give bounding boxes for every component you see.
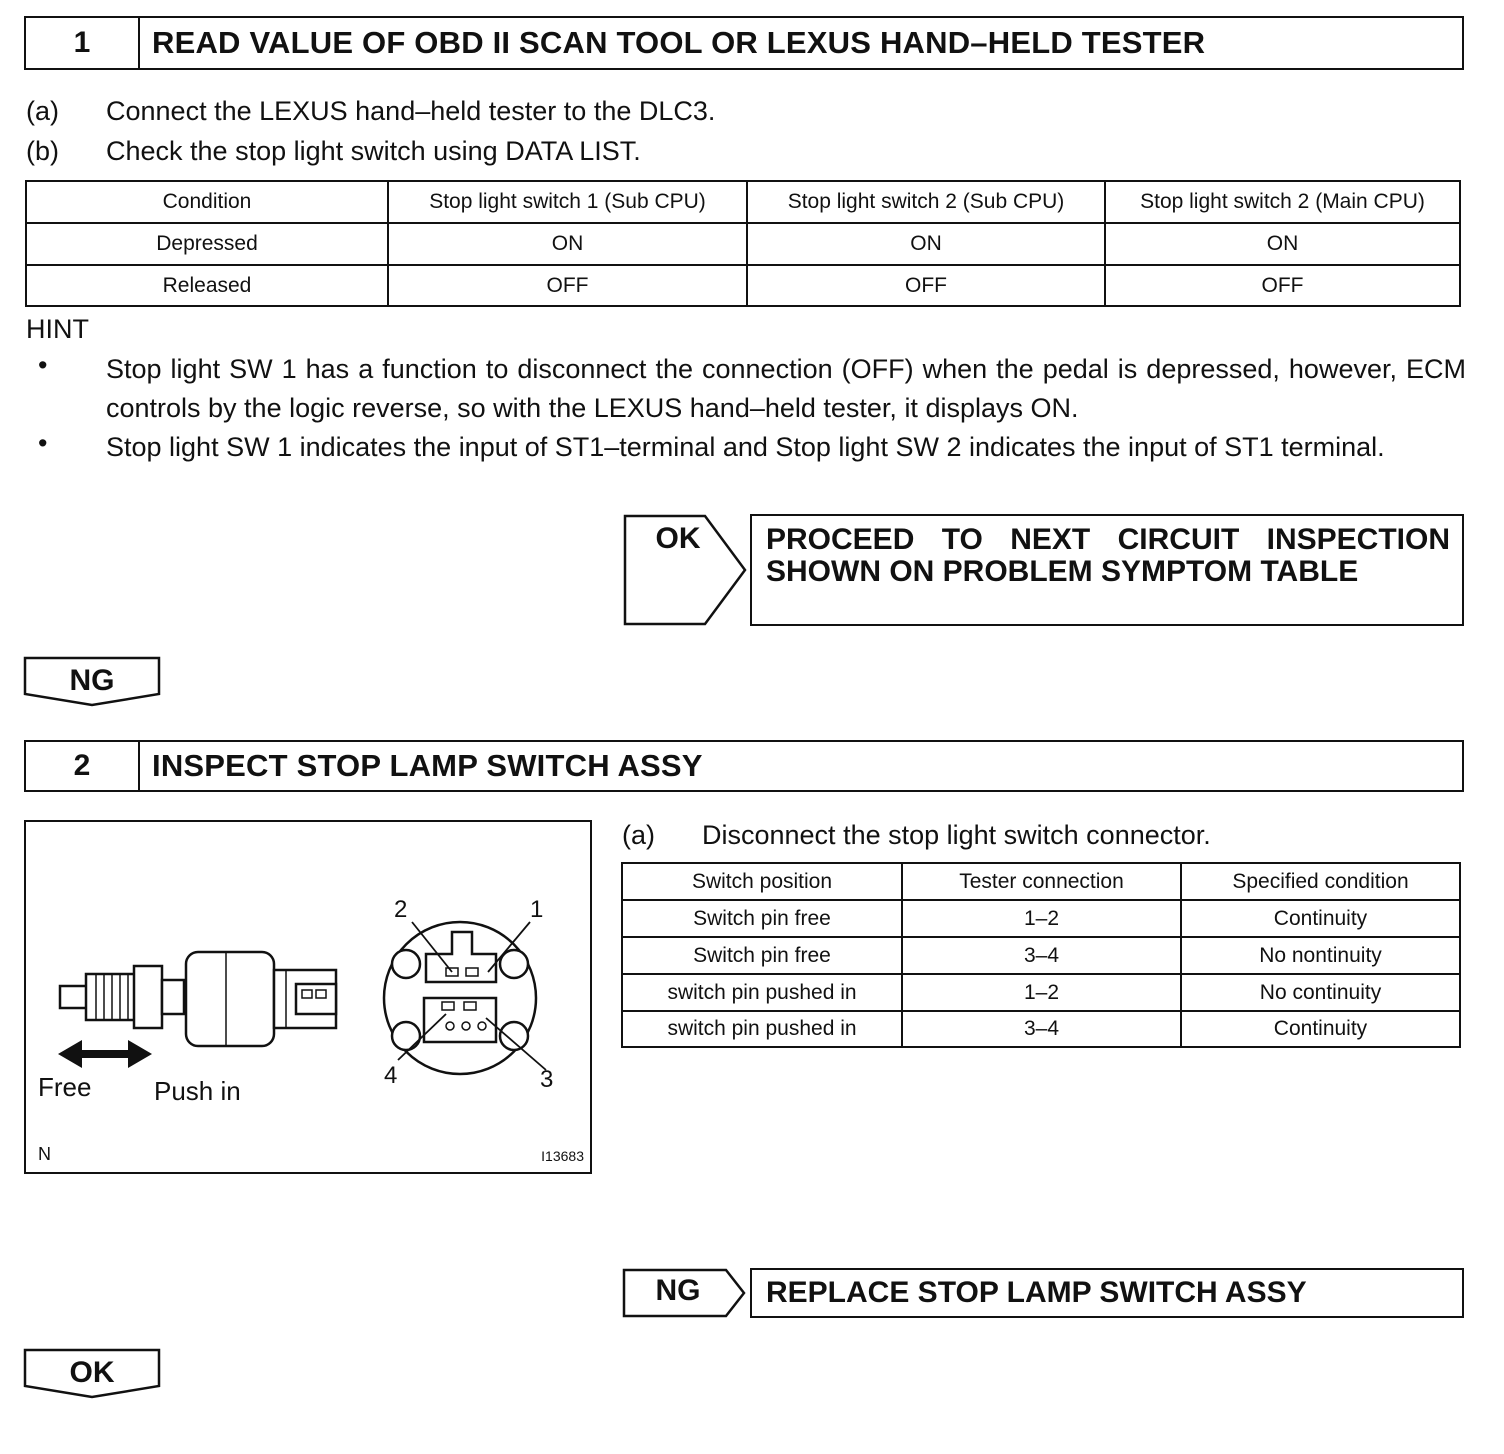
table-cell: 1–2	[902, 974, 1181, 1011]
table-header-row	[26, 181, 1460, 223]
diagram-id: I13683	[541, 1148, 584, 1164]
table-row	[622, 974, 1460, 1011]
ng-label: NG	[655, 1274, 701, 1307]
stop-lamp-switch-diagram	[24, 820, 592, 1174]
data-list-table	[25, 180, 1461, 307]
step2-number: 2	[26, 742, 140, 790]
table-cell: 3–4	[902, 937, 1181, 974]
table-cell: ON	[747, 223, 1105, 265]
step2-title: INSPECT STOP LAMP SWITCH ASSY	[152, 748, 703, 783]
pin-label-2: 2	[394, 896, 408, 923]
table-row	[622, 1011, 1460, 1047]
table-cell: Released	[26, 265, 388, 306]
table-row	[622, 900, 1460, 937]
table-cell: 3–4	[902, 1011, 1181, 1047]
step2-header	[24, 740, 1464, 792]
table-header-cell: Stop light switch 1 (Sub CPU)	[388, 181, 747, 223]
free-label: Free	[38, 1072, 92, 1102]
hint-item	[26, 350, 1466, 430]
step2-substep-a-label: (a)	[622, 820, 655, 850]
step1-title: READ VALUE OF OBD II SCAN TOOL OR LEXUS HAND–HELD TESTER	[152, 25, 1206, 60]
table-header-cell: Stop light switch 2 (Main CPU)	[1105, 181, 1460, 223]
table-cell: Continuity	[1181, 900, 1460, 937]
ok-action-line1: PROCEED TO NEXT CIRCUIT INSPECTION	[766, 523, 1450, 556]
hint-label: HINT	[26, 314, 89, 344]
table-cell: No nontinuity	[1181, 937, 1460, 974]
step2-substep-a-text: Disconnect the stop light switch connector.	[702, 820, 1211, 850]
table-cell: OFF	[747, 265, 1105, 306]
table-cell: OFF	[388, 265, 747, 306]
table-cell: ON	[1105, 223, 1460, 265]
table-cell: 1–2	[902, 900, 1181, 937]
ok-label: OK	[655, 522, 701, 555]
ng-action-box	[750, 1268, 1464, 1318]
hint-text: Stop light SW 1 has a function to disconnect the connection (OFF) when the pedal is depressed, however, ECM controls by the logic reverse, so with the LEXUS hand–held tester, it displays ON.	[106, 354, 1466, 423]
pin-label-4: 4	[384, 1062, 398, 1089]
table-cell: Switch pin free	[622, 900, 902, 937]
ok-action-line2: SHOWN ON PROBLEM SYMPTOM TABLE	[766, 555, 1359, 588]
table-cell: ON	[388, 223, 747, 265]
step1-number: 1	[26, 18, 140, 68]
table-cell: Continuity	[1181, 1011, 1460, 1047]
table-row	[26, 223, 1460, 265]
table-row	[622, 937, 1460, 974]
diagram-corner-left: N	[38, 1144, 51, 1164]
table-header-cell: Tester connection	[902, 863, 1181, 900]
step1-substep-a-label: (a)	[26, 96, 59, 126]
push-in-label: Push in	[154, 1076, 241, 1106]
table-header-cell: Stop light switch 2 (Sub CPU)	[747, 181, 1105, 223]
table-cell: No continuity	[1181, 974, 1460, 1011]
table-header-cell: Condition	[26, 181, 388, 223]
pin-label-3: 3	[540, 1066, 554, 1093]
switch-illustration	[26, 822, 590, 1172]
table-header-cell: Specified condition	[1181, 863, 1460, 900]
table-header-cell: Switch position	[622, 863, 902, 900]
ng-action-text: REPLACE STOP LAMP SWITCH ASSY	[766, 1276, 1307, 1309]
hint-item	[26, 428, 1466, 508]
ok-label: OK	[69, 1356, 115, 1389]
step1-header	[24, 16, 1464, 70]
hint-text: Stop light SW 1 indicates the input of ST1–terminal and Stop light SW 2 indicates the input of ST1 terminal.	[106, 432, 1385, 462]
table-cell: OFF	[1105, 265, 1460, 306]
ok-action-box	[750, 514, 1464, 626]
pin-label-1: 1	[530, 896, 544, 923]
bullet-icon: •	[38, 350, 48, 380]
bullet-icon: •	[38, 428, 48, 458]
table-cell: Depressed	[26, 223, 388, 265]
table-cell: Switch pin free	[622, 937, 902, 974]
ng-label: NG	[69, 664, 115, 697]
table-cell: switch pin pushed in	[622, 1011, 902, 1047]
step1-substep-b-text: Check the stop light switch using DATA LIST.	[106, 136, 641, 166]
step1-substep-b-label: (b)	[26, 136, 59, 166]
continuity-table	[621, 862, 1461, 1048]
step1-substep-a-text: Connect the LEXUS hand–held tester to the DLC3.	[106, 96, 716, 126]
table-row	[26, 265, 1460, 306]
table-header-row	[622, 863, 1460, 900]
table-cell: switch pin pushed in	[622, 974, 902, 1011]
